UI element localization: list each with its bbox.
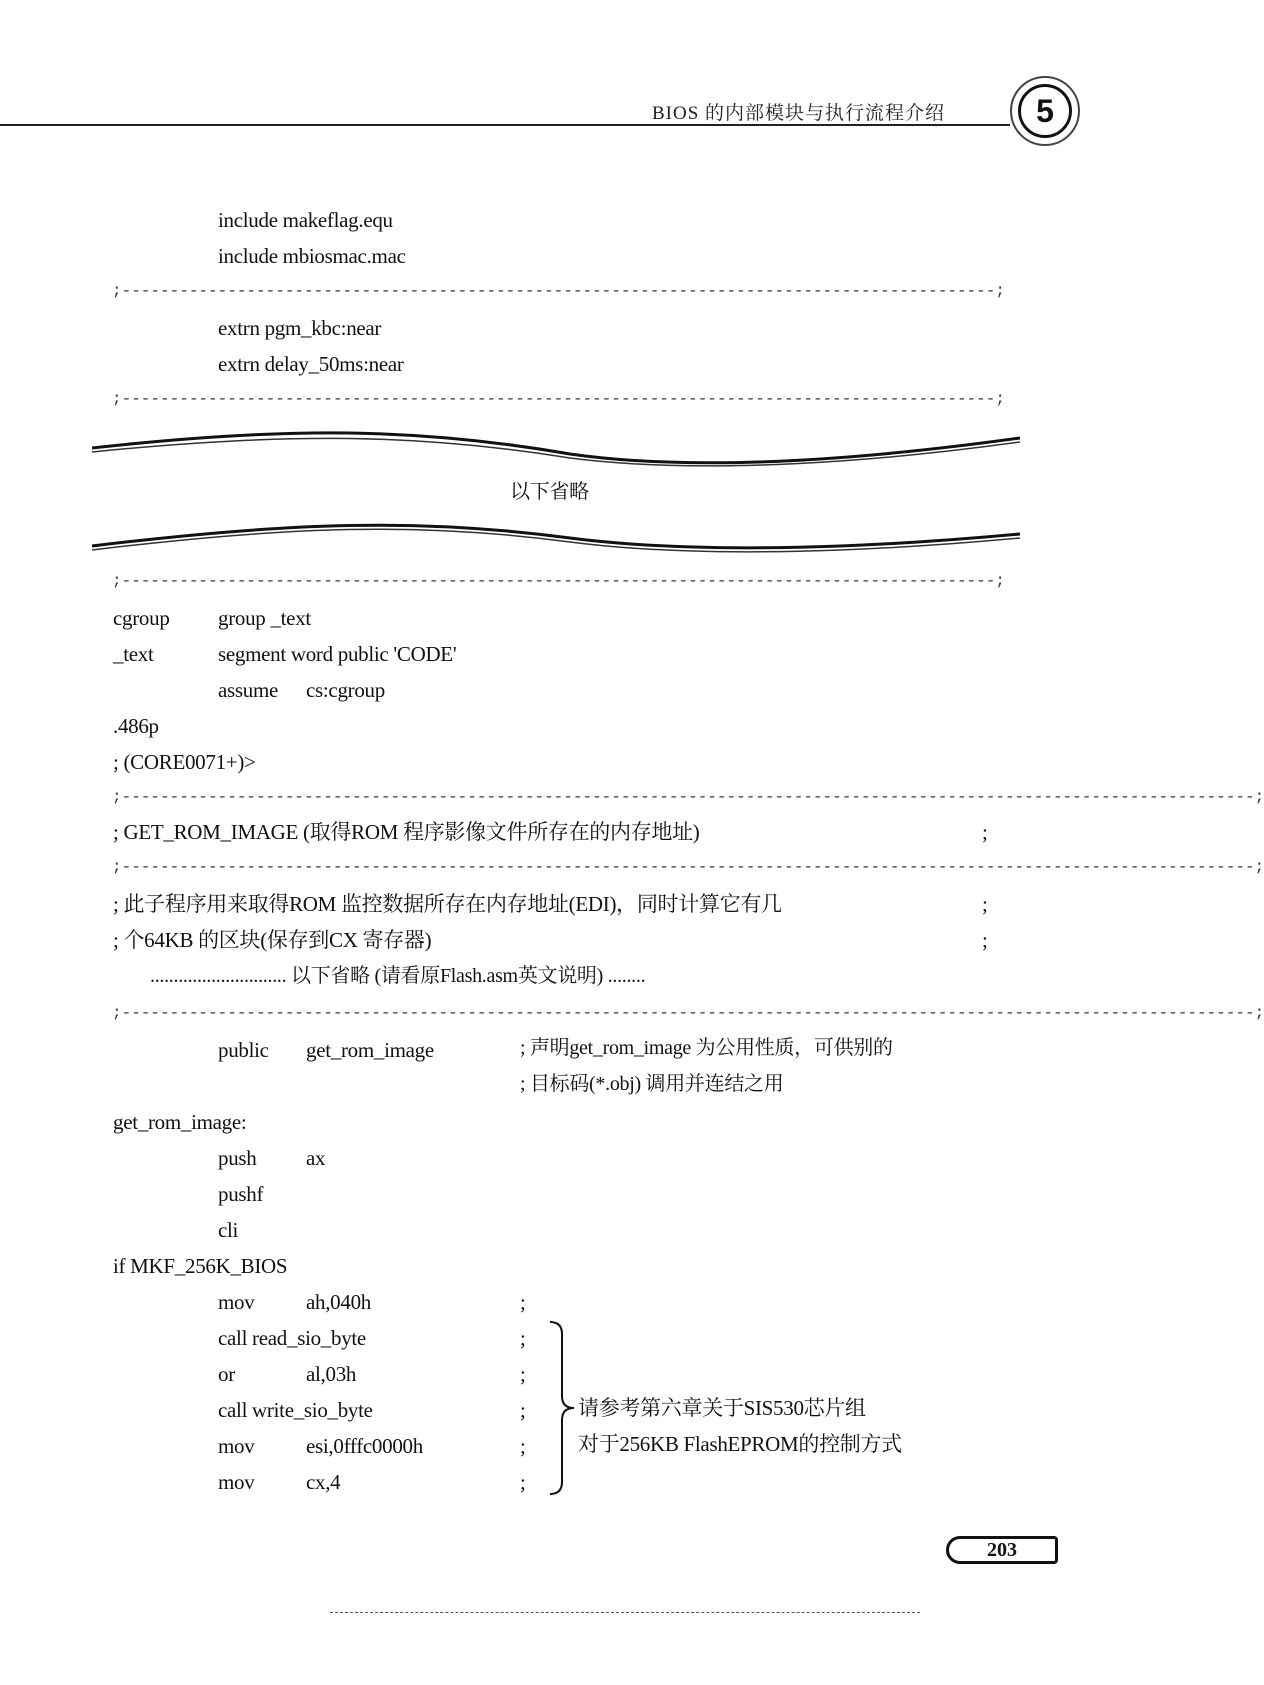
page-number: 203 xyxy=(946,1536,1058,1564)
separator-line: ;-------------------------------------------------------------------------------------------; xyxy=(112,572,1005,590)
separator-line: ;-------------------------------------------------------------------------------------------; xyxy=(112,282,1005,300)
code-line: ; (CORE0071+)> xyxy=(113,750,256,774)
code-label: _text xyxy=(113,642,154,666)
omitted-text: 以下省略 xyxy=(510,481,589,503)
code-operand: cs:cgroup xyxy=(306,678,385,702)
right-brace-icon xyxy=(548,1318,578,1498)
code-label: get_rom_image: xyxy=(113,1110,247,1134)
code-operand: segment word public 'CODE' xyxy=(218,642,457,666)
code-line: if MKF_256K_BIOS xyxy=(113,1254,288,1278)
code-operand: get_rom_image xyxy=(306,1038,434,1062)
code-line: include makeflag.equ xyxy=(218,208,393,232)
code-keyword: mov xyxy=(218,1290,255,1314)
brace-note: 对于256KB FlashEPROM的控制方式 xyxy=(578,1432,902,1456)
code-line: pushf xyxy=(218,1182,264,1206)
comment-semicolon: ; xyxy=(520,1362,526,1386)
separator-line-long: ;----------------------------------------------------------------------------------------------------------------------; xyxy=(112,858,1264,876)
code-operand: ax xyxy=(306,1146,326,1170)
running-header-title: BIOS 的内部模块与执行流程介绍 xyxy=(652,103,946,124)
description-line: ............................. 以下省略 (请看原Flash.asm英文说明) ........ xyxy=(150,965,646,987)
comment-semicolon: ; xyxy=(520,1290,526,1314)
chapter-number-badge: 5 xyxy=(1018,84,1072,138)
code-operand: esi,0fffc0000h xyxy=(306,1434,423,1458)
comment-semicolon: ; xyxy=(520,1434,526,1458)
wave-break-bottom xyxy=(90,510,1022,560)
comment-end: ; xyxy=(982,820,988,844)
wave-break-top xyxy=(90,424,1022,474)
code-comment: ; 声明get_rom_image 为公用性质，可供别的 xyxy=(520,1037,893,1059)
separator-line-long: ;----------------------------------------------------------------------------------------------------------------------; xyxy=(112,1004,1264,1022)
separator-line: ;-------------------------------------------------------------------------------------------; xyxy=(112,390,1005,408)
code-line: cli xyxy=(218,1218,239,1242)
code-line: extrn delay_50ms:near xyxy=(218,352,404,376)
code-keyword: mov xyxy=(218,1434,255,1458)
routine-title: ; GET_ROM_IMAGE (取得ROM 程序影像文件所存在的内存地址) xyxy=(113,820,700,844)
comment-semicolon: ; xyxy=(520,1398,526,1422)
brace-note: 请参考第六章关于SIS530芯片组 xyxy=(578,1396,866,1420)
code-line: call write_sio_byte xyxy=(218,1398,373,1422)
code-line: extrn pgm_kbc:near xyxy=(218,316,382,340)
code-operand: ah,040h xyxy=(306,1290,371,1314)
code-keyword: mov xyxy=(218,1470,255,1494)
code-keyword: push xyxy=(218,1146,257,1170)
comment-end: ; xyxy=(982,892,988,916)
description-line: ; 个64KB 的区块(保存到CX 寄存器) xyxy=(113,928,432,952)
code-operand: cx,4 xyxy=(306,1470,341,1494)
code-line: .486p xyxy=(113,714,159,738)
code-keyword: public xyxy=(218,1038,269,1062)
code-operand: group _text xyxy=(218,606,311,630)
comment-end: ; xyxy=(982,928,988,952)
code-keyword: or xyxy=(218,1362,235,1386)
comment-semicolon: ; xyxy=(520,1470,526,1494)
code-comment: ; 目标码(*.obj) 调用并连结之用 xyxy=(520,1073,784,1095)
separator-line-long: ;----------------------------------------------------------------------------------------------------------------------; xyxy=(112,788,1264,806)
footer-scan-line xyxy=(330,1612,920,1613)
code-operand: al,03h xyxy=(306,1362,357,1386)
code-keyword: assume xyxy=(218,678,279,702)
code-line: include mbiosmac.mac xyxy=(218,244,406,268)
description-line: ; 此子程序用来取得ROM 监控数据所存在内存地址(EDI)，同时计算它有几 xyxy=(113,892,782,916)
code-line: call read_sio_byte xyxy=(218,1326,366,1350)
code-label: cgroup xyxy=(113,606,170,630)
comment-semicolon: ; xyxy=(520,1326,526,1350)
